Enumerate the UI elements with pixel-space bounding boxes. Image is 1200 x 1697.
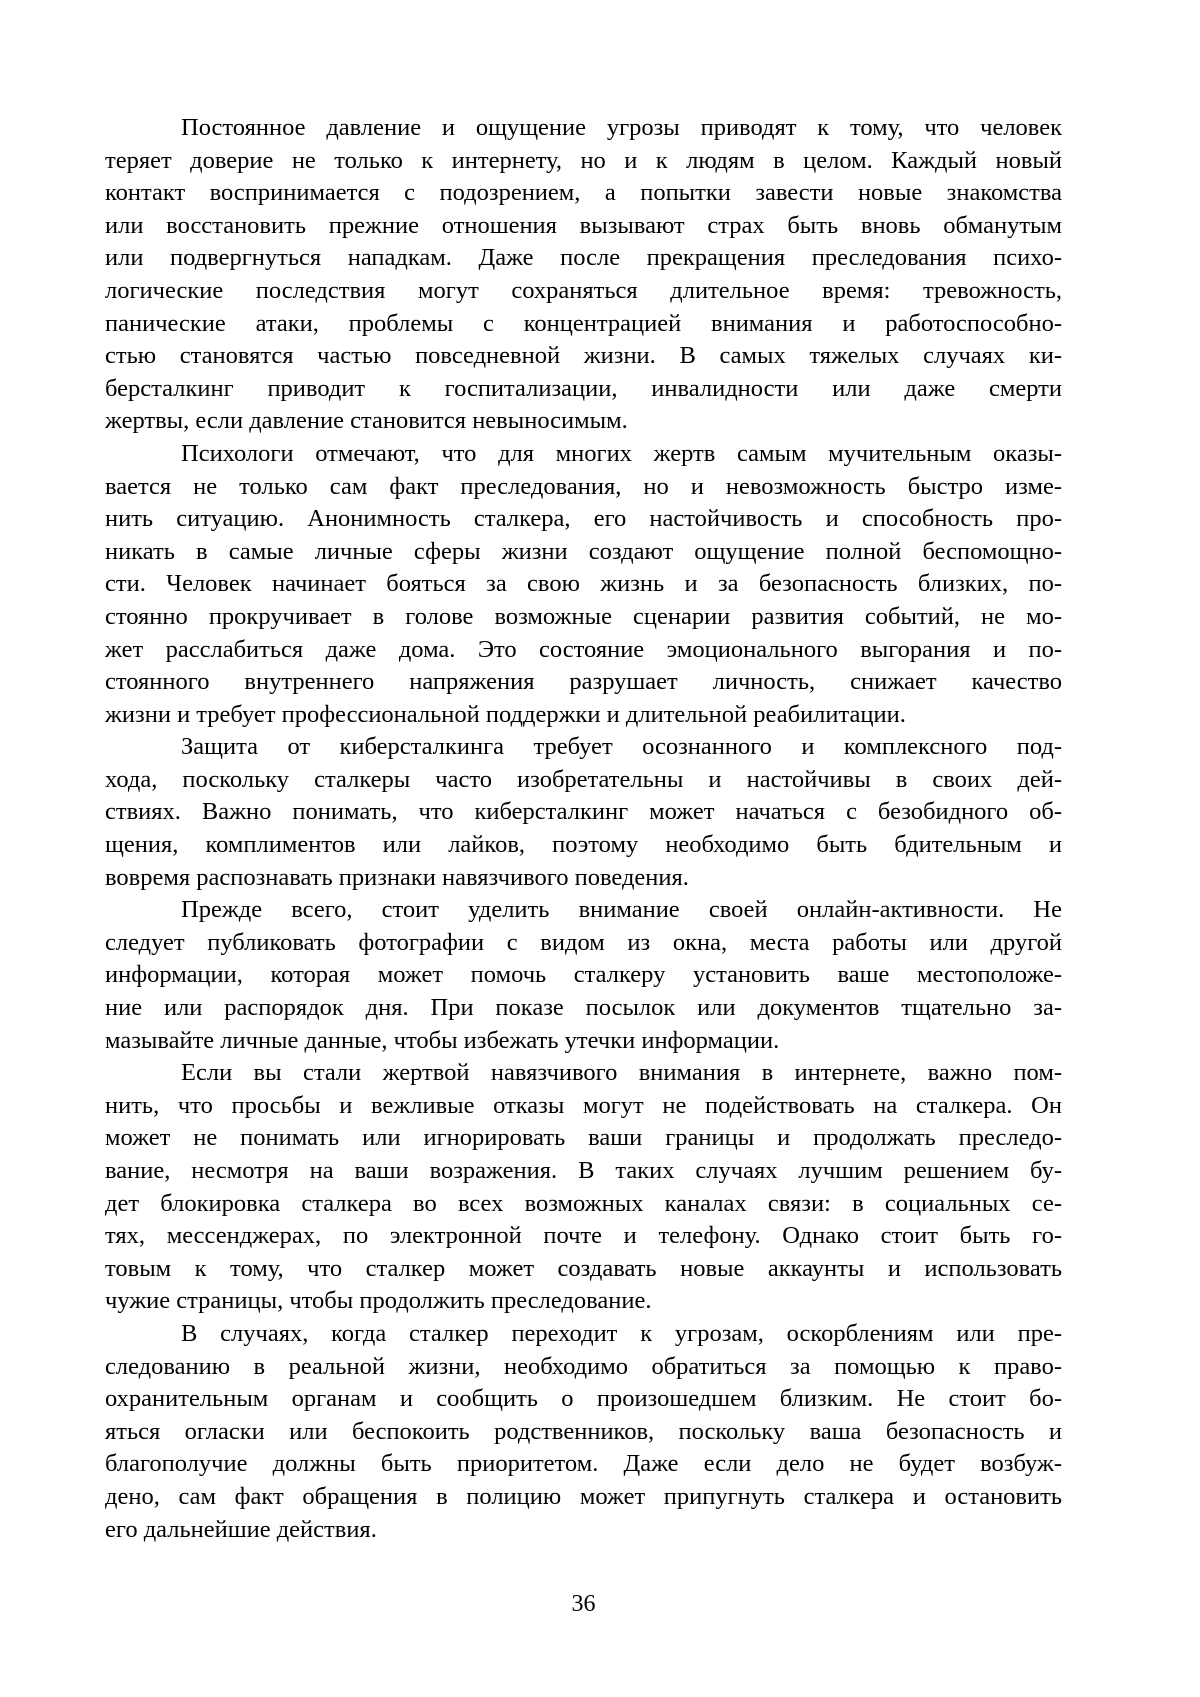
text-line: Постоянное давление и ощущение угрозы приводят к тому, что человек bbox=[181, 114, 1062, 141]
text-line: сти. Человек начинает бояться за свою жизнь и за безопасность близких, по- bbox=[105, 570, 1062, 598]
text-line: жертвы, если давление становится невыносимым. bbox=[105, 407, 628, 435]
text-line: дет блокировка сталкера во всех возможных каналах связи: в социальных се- bbox=[105, 1189, 1062, 1217]
text-line: информации, которая может помочь сталкеру установить ваше местоположе- bbox=[105, 961, 1062, 989]
text-line: товым к тому, что сталкер может создавать новые аккаунты и использовать bbox=[105, 1254, 1062, 1282]
text-line: его дальнейшие действия. bbox=[105, 1515, 377, 1543]
text-line: теряет доверие не только к интернету, но и к людям в целом. Каждый новый bbox=[105, 146, 1062, 174]
paragraph bbox=[105, 894, 1062, 1057]
text-line: хода, поскольку сталкеры часто изобретательны и настойчивы в своих дей- bbox=[105, 765, 1062, 793]
text-line: следованию в реальной жизни, необходимо обратиться за помощью к право- bbox=[105, 1352, 1062, 1380]
text-line: жизни и требует профессиональной поддержки и длительной реабилитации. bbox=[105, 700, 906, 728]
text-line: никать в самые личные сферы жизни создают ощущение полной беспомощно- bbox=[105, 537, 1062, 565]
text-line: Психологи отмечают, что для многих жертв самым мучительным оказы- bbox=[181, 439, 1062, 467]
text-line: Защита от киберсталкинга требует осознанного и комплексного под- bbox=[181, 733, 1062, 761]
text-line: чужие страницы, чтобы продолжить преследование. bbox=[105, 1287, 652, 1315]
text-line: вается не только сам факт преследования, но и невозможность быстро изме- bbox=[105, 472, 1062, 500]
text-line: жет расслабиться даже дома. Это состояние эмоционального выгорания и по- bbox=[105, 635, 1062, 663]
text-line: Если вы стали жертвой навязчивого внимания в интернете, важно пом- bbox=[181, 1059, 1062, 1087]
paragraph bbox=[105, 1057, 1062, 1318]
text-line: Прежде всего, стоит уделить внимание своей онлайн-активности. Не bbox=[181, 896, 1062, 924]
text-line: охранительным органам и сообщить о произошедшем близким. Не стоит бо- bbox=[105, 1385, 1062, 1413]
text-line: контакт воспринимается с подозрением, а попытки завести новые знакомства bbox=[105, 179, 1062, 207]
text-line: или подвергнуться нападкам. Даже после прекращения преследования психо- bbox=[105, 244, 1062, 272]
paragraph bbox=[105, 112, 1062, 438]
text-line: яться огласки или беспокоить родственников, поскольку ваша безопасность и bbox=[105, 1417, 1062, 1445]
text-line: стоянно прокручивает в голове возможные сценарии развития событий, не мо- bbox=[105, 602, 1062, 630]
text-line: вание, несмотря на ваши возражения. В таких случаях лучшим решением бу- bbox=[105, 1157, 1062, 1184]
text-line: панические атаки, проблемы с концентрацией внимания и работоспособно- bbox=[105, 309, 1062, 337]
text-line: вовремя распознавать признаки навязчивого поведения. bbox=[105, 863, 689, 891]
text-line: дено, сам факт обращения в полицию может припугнуть сталкера и остановить bbox=[105, 1482, 1062, 1510]
text-line: нить, что просьбы и вежливые отказы могут не подействовать на сталкера. Он bbox=[105, 1091, 1062, 1119]
paragraph bbox=[105, 1318, 1062, 1546]
paragraph bbox=[105, 731, 1062, 894]
text-line: следует публиковать фотографии с видом из окна, места работы или другой bbox=[105, 928, 1062, 956]
text-line: может не понимать или игнорировать ваши границы и продолжать преследо- bbox=[105, 1124, 1062, 1152]
text-line: В случаях, когда сталкер переходит к угрозам, оскорблениям или пре- bbox=[181, 1319, 1062, 1347]
text-line: или восстановить прежние отношения вызывают страх быть вновь обманутым bbox=[105, 211, 1062, 239]
text-block bbox=[105, 112, 1062, 1546]
text-line: логические последствия могут сохраняться длительное время: тревожность, bbox=[105, 276, 1062, 304]
page-number: 36 bbox=[571, 1591, 596, 1617]
text-line: нить ситуацию. Анонимность сталкера, его настойчивость и способность про- bbox=[105, 505, 1062, 533]
paragraph bbox=[105, 438, 1062, 731]
text-line: мазывайте личные данные, чтобы избежать утечки информации. bbox=[105, 1026, 780, 1054]
text-line: стью становятся частью повседневной жизни. В самых тяжелых случаях ки- bbox=[105, 342, 1062, 370]
text-line: щения, комплиментов или лайков, поэтому необходимо быть бдительным и bbox=[105, 831, 1062, 859]
text-line: тях, мессенджерах, по электронной почте и телефону. Однако стоит быть го- bbox=[105, 1222, 1062, 1250]
text-line: благополучие должны быть приоритетом. Даже если дело не будет возбуж- bbox=[105, 1450, 1062, 1478]
text-line: стоянного внутреннего напряжения разрушает личность, снижает качество bbox=[105, 668, 1062, 696]
text-line: ние или распорядок дня. При показе посылок или документов тщательно за- bbox=[105, 994, 1062, 1022]
text-line: берсталкинг приводит к госпитализации, инвалидности или даже смерти bbox=[105, 374, 1062, 402]
text-line: ствиях. Важно понимать, что киберсталкинг может начаться с безобидного об- bbox=[105, 798, 1062, 826]
